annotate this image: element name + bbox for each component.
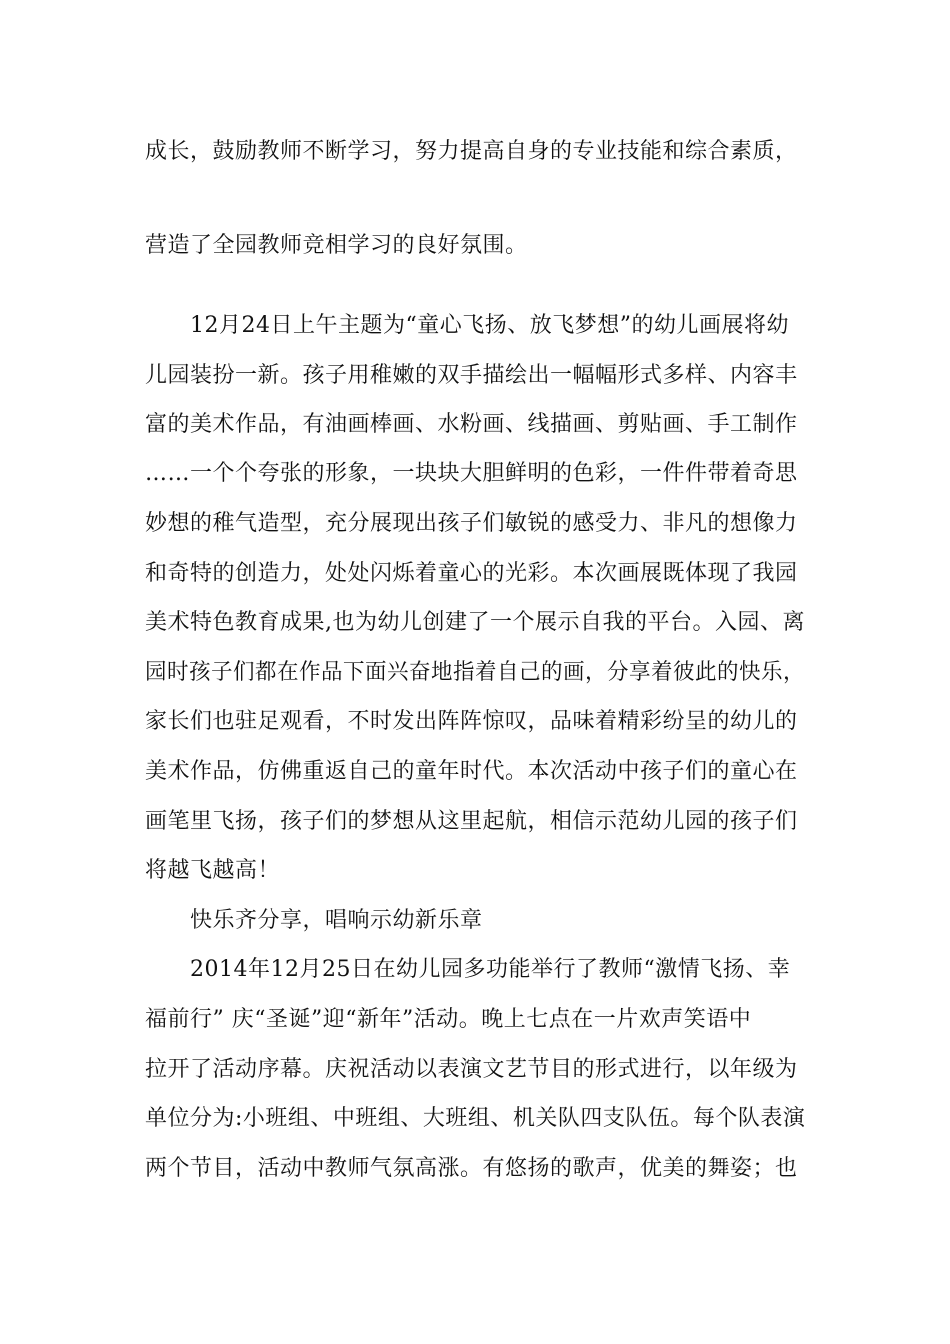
text-line: 园时孩子们都在作品下面兴奋地指着自己的画，分享着彼此的快乐， (145, 660, 806, 685)
section-heading: 快乐齐分享，唱响示幼新乐章 (190, 908, 483, 933)
text-line: 成长，鼓励教师不断学习，努力提高自身的专业技能和综合素质， (145, 139, 798, 164)
text-line: ……一个个夸张的形象，一块块大胆鲜明的色彩，一件件带着奇思 (145, 461, 798, 486)
paragraph-start-line: 12月24日上午主题为“童心飞扬、放飞梦想”的幼儿画展将幼 (190, 313, 789, 338)
text-line: 画笔里飞扬，孩子们的梦想从这里起航，相信示范幼儿园的孩子们 (145, 809, 798, 834)
text-line: 和奇特的创造力，处处闪烁着童心的光彩。本次画展既体现了我园 (145, 561, 798, 586)
text-line: 两个节目，活动中教师气氛高涨。有悠扬的歌声，优美的舞姿；也 (145, 1156, 798, 1181)
text-line: 美术特色教育成果,也为幼儿创建了一个展示自我的平台。入园、离 (145, 610, 805, 635)
text-line: 营造了全园教师竞相学习的良好氛围。 (145, 233, 528, 258)
text-line: 家长们也驻足观看，不时发出阵阵惊叹，品味着精彩纷呈的幼儿的 (145, 709, 798, 734)
text-line: 福前行” 庆“圣诞”迎“新年”活动。晚上七点在一片欢声笑语中 (145, 1007, 752, 1032)
text-line: 拉开了活动序幕。庆祝活动以表演文艺节目的形式进行，以年级为 (145, 1057, 798, 1082)
text-line: 儿园装扮一新。孩子用稚嫩的双手描绘出一幅幅形式多样、内容丰 (145, 363, 798, 388)
text-line: 美术作品，仿佛重返自己的童年时代。本次活动中孩子们的童心在 (145, 759, 798, 784)
text-line: 富的美术作品，有油画棒画、水粉画、线描画、剪贴画、手工制作 (145, 412, 798, 437)
text-line: 妙想的稚气造型，充分展现出孩子们敏锐的感受力、非凡的想像力 (145, 511, 798, 536)
text-line: 单位分为:小班组、中班组、大班组、机关队四支队伍。每个队表演 (145, 1106, 806, 1131)
text-line: 将越飞越高！ (145, 858, 281, 883)
paragraph-start-line: 2014年12月25日在幼儿园多功能举行了教师“激情飞扬、幸 (190, 957, 791, 982)
